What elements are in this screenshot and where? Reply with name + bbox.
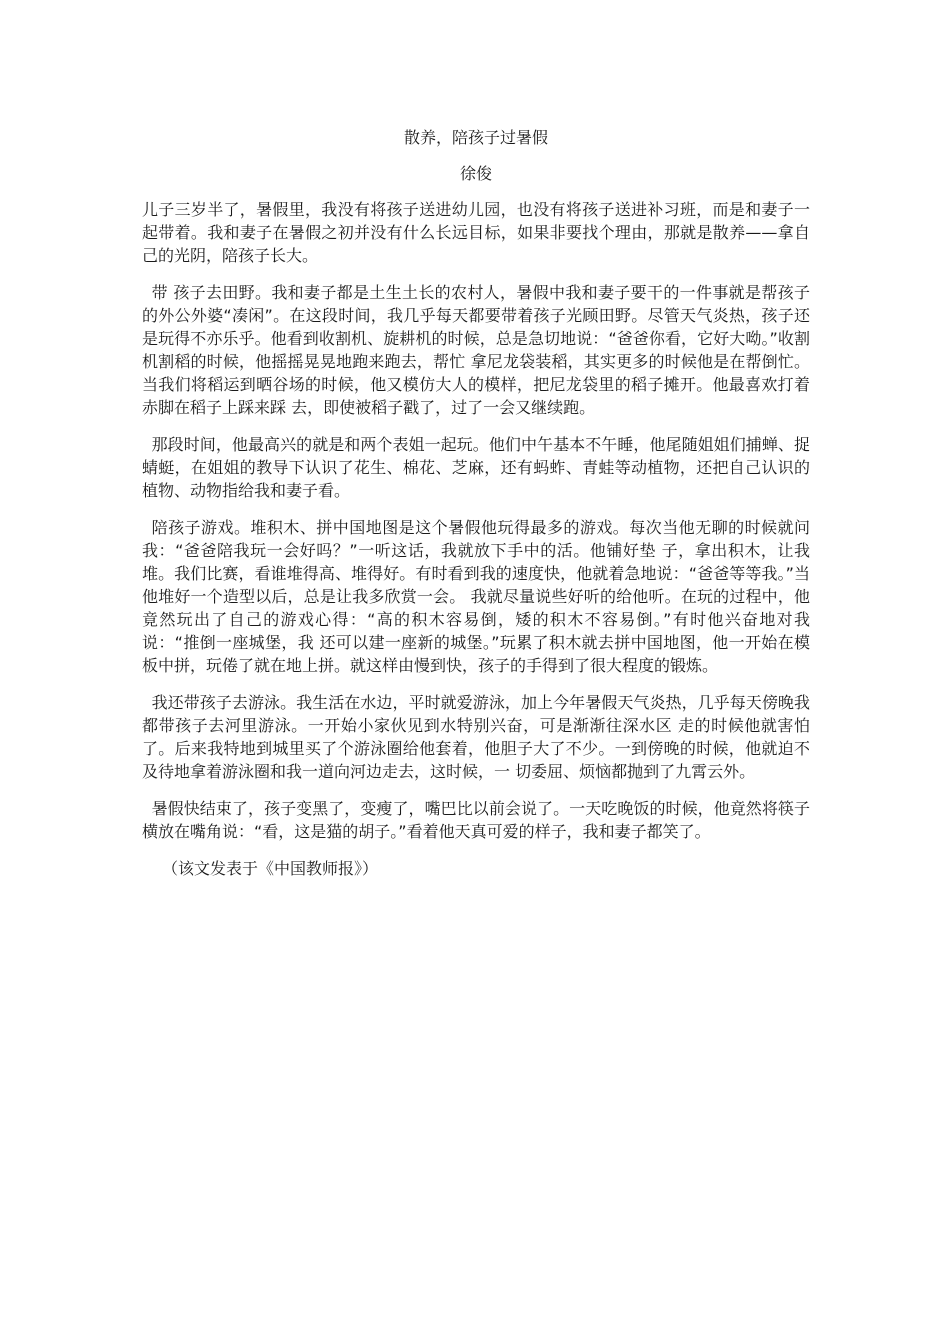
paragraph-ending: 暑假快结束了，孩子变黑了，变瘦了，嘴巴比以前会说了。一天吃晚饭的时候，他竟然将筷子横放在嘴角说：“看，这是猫的胡子。”看着他天真可爱的样子，我和妻子都笑了。: [142, 799, 810, 841]
document-title: 散养，陪孩子过暑假: [403, 128, 548, 147]
document-page: [142, 126, 810, 880]
paragraph-swimming: 我还带孩子去游泳。我生活在水边，平时就爱游泳，加上今年暑假天气炎热，几乎每天傍晚我都带孩子去河里游泳。一开始小家伙见到水特别兴奋，可是渐渐往深水区 走的时候他就害怕了。后来我特地到城里买了个游泳圈给他套着，他胆子大了不少。一到傍晚的时候，他就迫不及待地拿着游泳圈和我一道向河边走去，这时候，一 切委屈、烦恼都抛到了九霄云外。: [142, 693, 810, 781]
publication-note: （该文发表于《中国教师报》）: [162, 859, 379, 878]
paragraph-intro: 儿子三岁半了，暑假里，我没有将孩子送进幼儿园，也没有将孩子送进补习班，而是和妻子一起带着。我和妻子在暑假之初并没有什么长远目标，如果非要找个理由，那就是散养——拿自己的光阴，陪孩子长大。: [142, 200, 810, 265]
paragraph-fields: 带 孩子去田野。我和妻子都是土生土长的农村人，暑假中我和妻子要干的一件事就是帮孩子的外公外婆“凑闲”。在这段时间，我几乎每天都要带着孩子光顾田野。尽管天气炎热，孩子还是玩得不亦乐乎。他看到收割机、旋耕机的时候，总是急切地说：“爸爸你看，它好大呦。”收割机割稻的时候，他摇摇晃晃地跑来跑去，帮忙 拿尼龙袋装稻，其实更多的时候他是在帮倒忙。当我们将稻运到晒谷场的时候，他又模仿大人的模样，把尼龙袋里的稻子摊开。他最喜欢打着赤脚在稻子上踩来踩 去，即使被稻子戳了，过了一会又继续跑。: [142, 283, 810, 417]
paragraph-games: 陪孩子游戏。堆积木、拼中国地图是这个暑假他玩得最多的游戏。每次当他无聊的时候就问我：“爸爸陪我玩一会好吗？”一听这话，我就放下手中的活。他铺好垫 子，拿出积木，让我堆。我们比赛，看谁堆得高、堆得好。有时看到我的速度快，他就着急地说：“爸爸等等我。”当他堆好一个造型以后，总是让我多欣赏一会。 我就尽量说些好听的给他听。在玩的过程中，他竟然玩出了自己的游戏心得：“高的积木容易倒，矮的积木不容易倒。”有时他兴奋地对我说：“推倒一座城堡，我 还可以建一座新的城堡。”玩累了积木就去拼中国地图，他一开始在模板中拼，玩倦了就在地上拼。就这样由慢到快，孩子的手得到了很大程度的锻炼。: [142, 518, 810, 675]
document-author: 徐俊: [459, 164, 492, 183]
paragraph-cousins: 那段时间，他最高兴的就是和两个表姐一起玩。他们中午基本不午睡，他尾随姐姐们捕蝉、捉蜻蜓，在姐姐的教导下认识了花生、棉花、芝麻，还有蚂蚱、青蛙等动植物，还把自己认识的植物、动物指给我和妻子看。: [142, 435, 810, 500]
